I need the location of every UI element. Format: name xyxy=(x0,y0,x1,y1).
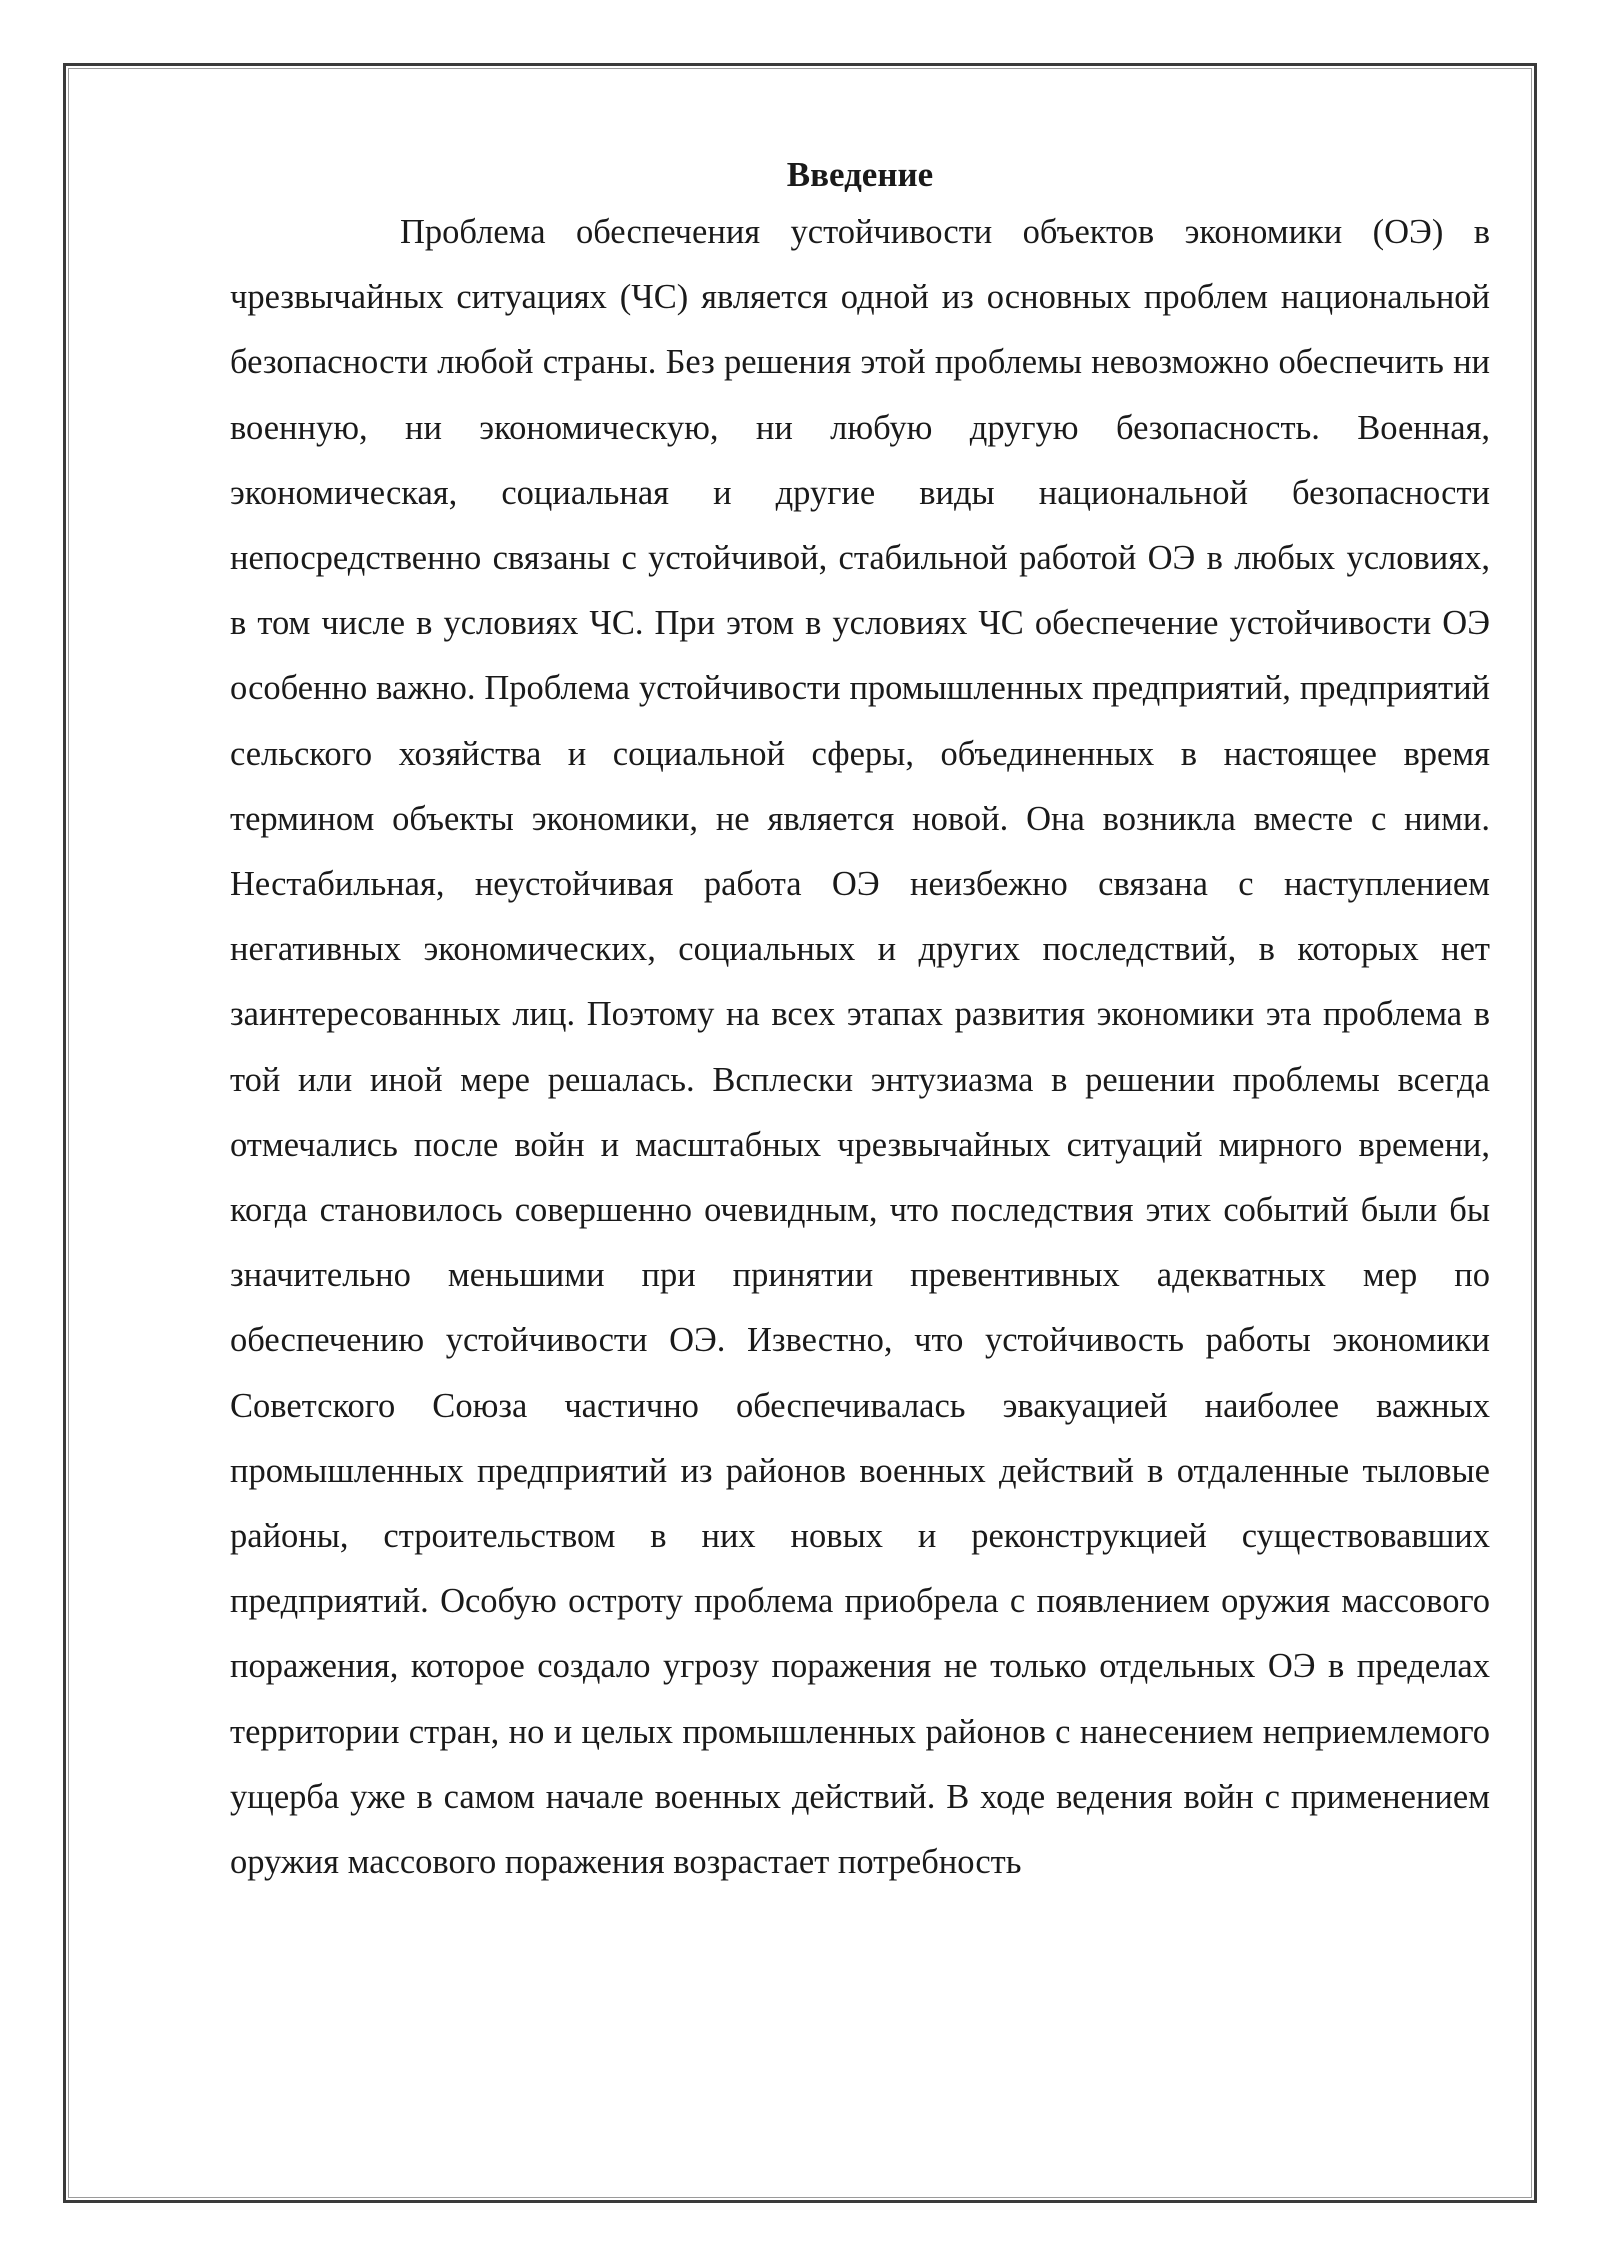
section-heading: Введение xyxy=(786,155,934,194)
body-paragraph: Проблема обеспечения устойчивости объектов экономики (ОЭ) в чрезвычайных ситуациях (ЧС) является одной из основных проблем национальной безопасности любой страны. Без решения этой проблемы невозможно обеспечить ни военную, ни экономическую, ни любую другую безопасность. Военная, экономическая, социальная и другие виды национальной безопасности непосредственно связаны с устойчивой, стабильной работой ОЭ в любых условиях, в том числе в условиях ЧС. При этом в условиях ЧС обеспечение устойчивости ОЭ особенно важно. Проблема устойчивости промышленных предприятий, предприятий сельского хозяйства и социальной сферы, объединенных в настоящее время термином объекты экономики, не является новой. Она возникла вместе с ними. Нестабильная, неустойчивая работа ОЭ неизбежно связана с наступлением негативных экономических, социальных и других последствий, в которых нет заинтересованных лиц. Поэтому на всех этапах развития экономики эта проблема в той или иной мере решалась. Всплески энтузиазма в решении проблемы всегда отмечались после войн и масштабных чрезвычайных ситуаций мирного времени, когда становилось совершенно очевидным, что последствия этих событий были бы значительно меньшими при принятии превентивных адекватных мер по обеспечению устойчивости ОЭ. Известно, что устойчивость работы экономики Советского Союза частично обеспечивалась эвакуацией наиболее важных промышленных предприятий из районов военных действий в отдаленные тыловые районы, строительством в них новых и реконструкцией существовавших предприятий. Особую остроту проблема приобрела с появлением оружия массового поражения, которое создало угрозу поражения не только отдельных ОЭ в пределах территории стран, но и целых промышленных районов с нанесением неприемлемого ущерба уже в самом начале военных действий. В ходе ведения войн с применением оружия массового поражения возрастает потребность xyxy=(230,213,1490,1882)
document-body xyxy=(230,148,1490,1895)
